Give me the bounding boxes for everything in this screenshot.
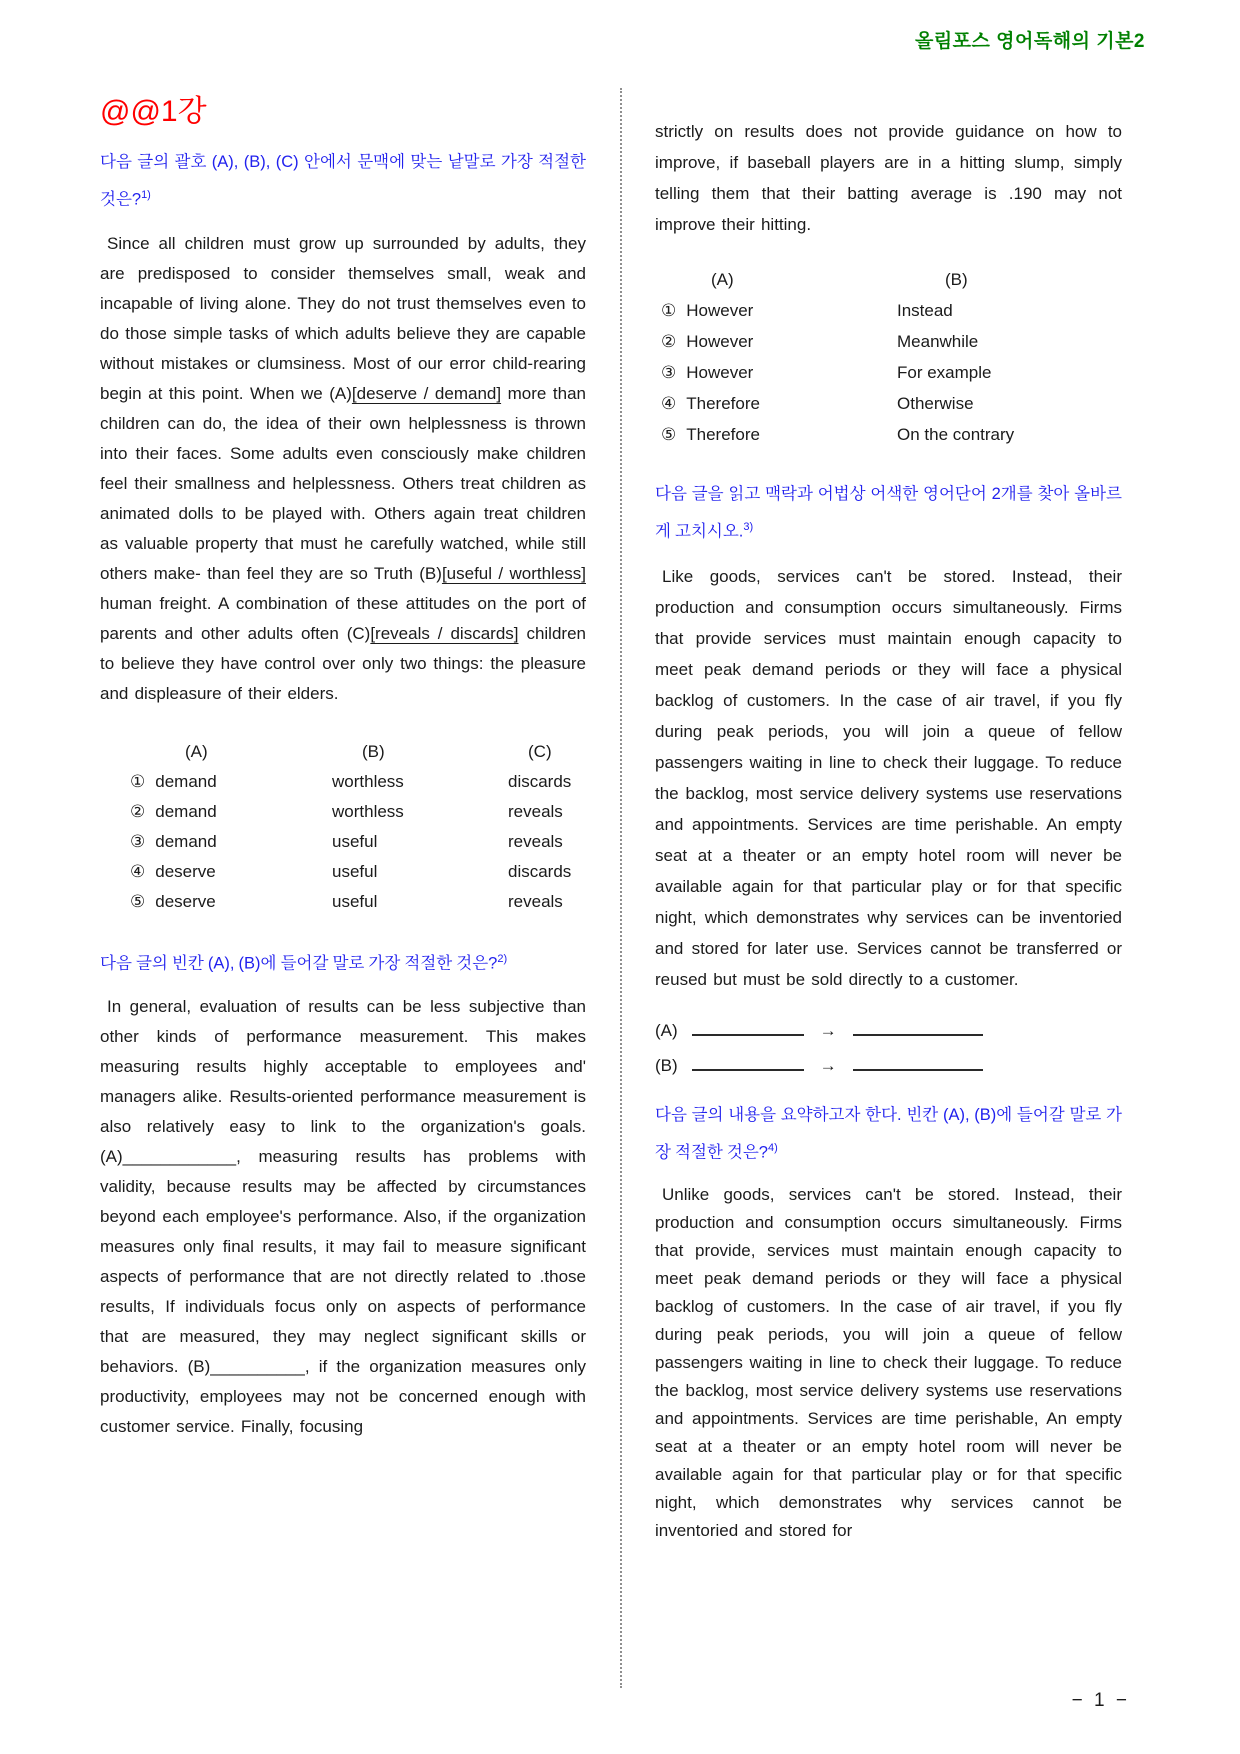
- choice-row-4: ④ deserve useful discards: [100, 857, 586, 887]
- choice-bracket-A: [deserve / demand]: [351, 383, 502, 403]
- answer-blank-row-B: (B) →: [655, 1048, 1122, 1083]
- circled-number-3: ③: [130, 831, 146, 851]
- circled-number-1: ①: [130, 771, 146, 791]
- question-1-choices: [100, 737, 586, 917]
- choice-bracket-C: [reveals / discards]: [370, 623, 519, 643]
- arrow-icon: →: [819, 1055, 837, 1075]
- choice-row-5: ⑤ Therefore On the contrary: [655, 419, 1122, 450]
- question-2-heading-text: 다음 글의 빈칸 (A), (B)에 들어갈 말로 가장 적절한 것은?: [100, 954, 498, 972]
- question-3-heading: [655, 478, 1122, 549]
- passage-question-2: In general, evaluation of results can be less subjective than other kinds of performance measurement. This makes measuring results highly acceptable to employees and' managers alike. Results-oriented performance measurement is also relatively easy to link to the organization's goals. (A)____________, measuring results has problems with validity, because results may be affected by circumstances beyond each employee's performance. Also, if the organization measures only final results, it may fail to measure significant aspects of performance that are not directly related to .those results, If individuals focus only on aspects of performance that are measured, they may neglect significant skills or behaviors. (B)__________, if the organization measures only productivity, employees may not be concerned enough with customer service. Finally, focusing: [100, 997, 586, 1436]
- question-1-heading-text: 다음 글의 괄호 (A), (B), (C) 안에서 문맥에 맞는 낱말로 가장 적절한 것은?: [100, 153, 586, 209]
- choice-row-3: ③ However For example: [655, 357, 1122, 388]
- lesson-title: @@1강: [100, 95, 207, 128]
- question-3-footnote: 3): [743, 521, 754, 533]
- circled-number-4: ④: [130, 861, 146, 881]
- choice-row-2: ② demand worthless reveals: [100, 797, 586, 827]
- answer-blank-line: [692, 1051, 804, 1071]
- choice-row-3: ③ demand useful reveals: [100, 827, 586, 857]
- passage-question-4: Unlike goods, services can't be stored. Instead, their production and consumption occurs simultaneously. Firms that provide, services must maintain enough capacity to meet peak demand periods or they will face a physical backlog of customers. In the case of air travel, if you fly during peak periods, you will join a queue of fellow passengers waiting in line to check their luggage. To reduce the backlog, most service delivery systems use reservations and appointments. Services are time perishable, An empty seat at a theater or an empty hotel room will never be available again for that particular play or for that specific night, which demonstrates why services cannot be inventoried and stored for: [655, 1185, 1122, 1540]
- question-2-heading: [100, 943, 586, 981]
- circled-number-5: ⑤: [130, 891, 146, 911]
- choice-header-row: (A) (B): [711, 270, 968, 289]
- right-column: [655, 116, 1122, 1545]
- passage-question-1: Since all children must grow up surrounded by adults, they are predisposed to consider themselves small, weak and incapable of living alone. They do not trust themselves even to do those simple tasks of which adults believe they are capable without mistakes or clumsiness. Most of our error child-rearing begin at this point. When we (A)[deserve / demand] more than children can do, the idea of their own helplessness is thrown into their faces. Some adults even consciously make children feel their smallness and helplessness. Others treat children as animated dolls to be played with. Others again treat children as valuable property that must he carefully watched, while still others make- than feel they are so Truth (B)[useful / worthless] human freight. A combination of these attitudes on the port of parents and other adults often (C)[reveals / discards] children to believe they have control over only two things: the pleasure and displeasure of their elders.: [100, 233, 587, 703]
- choice-header-row: (A) (B) (C): [185, 741, 552, 761]
- choice-row-2: ② However Meanwhile: [655, 326, 1122, 357]
- passage-question-2-continued: strictly on results does not provide guidance on how to improve, if baseball players are in a hitting slump, simply telling them that their batting average is .190 may not improve their hitting.: [655, 122, 1122, 234]
- circled-number-3: ③: [661, 363, 677, 382]
- question-2-footnote: 2): [497, 952, 508, 965]
- circled-number-5: ⑤: [661, 425, 677, 444]
- booklet-title: 올림포스 영어독해의 기본2: [914, 31, 1145, 52]
- choice-row-1: ① demand worthless discards: [100, 767, 586, 797]
- question-4-heading-text: 다음 글의 내용을 요약하고자 한다. 빈칸 (A), (B)에 들어갈 말로 가장 적절한 것은?: [655, 1105, 1122, 1161]
- choice-row-1: ① However Instead: [655, 295, 1122, 326]
- question-1-heading: [100, 146, 586, 217]
- column-divider: [620, 88, 622, 1688]
- circled-number-1: ①: [661, 301, 677, 320]
- choice-row-5: ⑤ deserve useful reveals: [100, 887, 586, 917]
- page-number: − 1 −: [1071, 1690, 1130, 1711]
- circled-number-4: ④: [661, 394, 677, 413]
- question-3-answer-blanks: [655, 1013, 1122, 1083]
- question-4-footnote: 4): [767, 1141, 778, 1154]
- circled-number-2: ②: [661, 332, 677, 351]
- question-3-heading-text: 다음 글을 읽고 맥락과 어법상 어색한 영어단어 2개를 찾아 올바르게 고치시오.: [655, 485, 1122, 541]
- question-4-heading: [655, 1099, 1122, 1170]
- question-1-footnote: 1): [141, 189, 151, 201]
- answer-blank-line: [692, 1016, 804, 1036]
- circled-number-2: ②: [130, 801, 146, 821]
- passage-question-3: Like goods, services can't be stored. Instead, their production and consumption occurs simultaneously. Firms that provide services must maintain enough capacity to meet peak demand periods or they will face a physical backlog of customers. In the case of air travel, if you fly during peak periods, you will join a queue of fellow passengers waiting in line to check their luggage. To reduce the backlog, most service delivery systems use reservations and appointments. Services are time perishable. An empty seat at a theater or an empty hotel room will never be available again for that particular play or for that specific night, which demonstrates why services can be inventoried and stored for later use. Services cannot be transferred or reused but must be sold directly to a customer.: [655, 566, 1122, 989]
- answer-blank-line: [853, 1051, 983, 1071]
- choice-row-4: ④ Therefore Otherwise: [655, 388, 1122, 419]
- answer-blank-row-A: (A) →: [655, 1013, 1122, 1048]
- choice-bracket-B: [useful / worthless]: [441, 563, 586, 583]
- question-2-choices: [655, 264, 1122, 450]
- answer-blank-line: [853, 1016, 983, 1036]
- left-column: [100, 94, 586, 1442]
- arrow-icon: →: [819, 1020, 837, 1040]
